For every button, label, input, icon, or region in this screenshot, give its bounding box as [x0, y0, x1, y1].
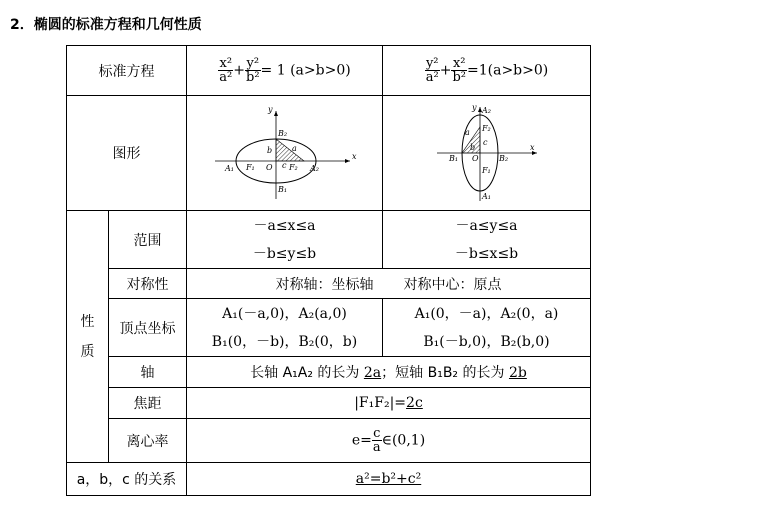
header-range: 范围: [109, 211, 187, 269]
row-range: [67, 211, 591, 269]
svg-text:B₁: B₁: [277, 185, 287, 194]
vertical-ellipse-diagram: [432, 103, 542, 203]
svg-text:O: O: [471, 154, 479, 163]
header-properties: 性 质: [67, 211, 109, 463]
svg-text:A₁: A₁: [224, 164, 234, 173]
row-axes: [67, 357, 591, 388]
svg-text:x: x: [351, 152, 357, 161]
header-graph: 图形: [67, 96, 187, 211]
svg-text:A₂: A₂: [309, 164, 319, 173]
svg-text:a: a: [291, 144, 297, 153]
symmetry-value: 对称轴：坐标轴 对称中心：原点: [187, 269, 591, 299]
svg-text:A₁: A₁: [481, 192, 491, 201]
svg-text:b: b: [469, 143, 475, 152]
svg-text:a: a: [464, 128, 470, 137]
svg-text:B₂: B₂: [277, 129, 287, 138]
header-standard-equation: 标准方程: [67, 46, 187, 96]
row-focal-distance: [67, 388, 591, 419]
row-eccentricity: [67, 419, 591, 463]
header-axes: 轴: [109, 357, 187, 388]
svg-text:y: y: [471, 103, 477, 112]
header-vertices: 顶点坐标: [109, 299, 187, 357]
hatched-triangle: [276, 139, 304, 161]
svg-text:B₁: B₁: [448, 154, 458, 163]
row-relation: [67, 463, 591, 496]
header-focal-distance: 焦距: [109, 388, 187, 419]
row-graph: [67, 96, 591, 211]
frac-x2-b2: $\frac{\text{x²}}{\text{b²}}$: [452, 56, 466, 85]
frac-c-a: $\frac{c}{a}$: [372, 426, 381, 455]
svg-text:x: x: [529, 143, 535, 152]
svg-text:y: y: [267, 105, 273, 114]
frac-x2-a2: $\frac{\text{x²}}{\text{a²}}$: [219, 56, 233, 85]
graph-horizontal-cell: [187, 96, 383, 211]
svg-text:O: O: [265, 163, 273, 172]
section-title: 2．椭圆的标准方程和几何性质: [10, 17, 202, 33]
eccentricity-value: e= $\frac{c}{a}$ ∈(0,1): [187, 419, 591, 463]
svg-text:c: c: [281, 161, 286, 170]
focal-distance-value: |F₁F₂|=2c: [187, 388, 591, 419]
axes-value: 长轴 A₁A₂ 的长为 2a；短轴 B₁B₂ 的长为 2b: [187, 357, 591, 388]
svg-text:B₂: B₂: [498, 154, 508, 163]
header-relation: a，b，c 的关系: [67, 463, 187, 496]
graph-vertical-cell: [383, 96, 591, 211]
svg-text:c: c: [482, 138, 487, 147]
horizontal-ellipse-diagram: [210, 105, 360, 201]
svg-text:F₁: F₁: [245, 163, 255, 172]
ellipse-properties-table: [66, 45, 591, 496]
svg-text:F₂: F₂: [288, 163, 298, 172]
row-symmetry: [67, 269, 591, 299]
equation-vertical: $\frac{\text{y²}}{\text{a²}}$ + $\frac{\text{x²}}{\text{b²}}$ =1(a>b>0): [383, 46, 591, 96]
svg-text:F₂: F₂: [481, 124, 491, 133]
svg-text:A₂: A₂: [481, 106, 491, 115]
relation-value: a²=b²+c²: [187, 463, 591, 496]
header-eccentricity: 离心率: [109, 419, 187, 463]
header-symmetry: 对称性: [109, 269, 187, 299]
vertices-horizontal: A₁(－a,0)，A₂(a,0) B₁(0，－b)，B₂(0，b): [187, 299, 383, 357]
svg-text:F₁: F₁: [481, 166, 491, 175]
range-vertical: －a≤y≤a －b≤x≤b: [383, 211, 591, 269]
row-standard-equation: [67, 46, 591, 96]
equation-horizontal: $\frac{\text{x²}}{\text{a²}}$ + $\frac{\text{y²}}{\text{b²}}$ = 1 (a>b>0): [187, 46, 383, 96]
range-horizontal: －a≤x≤a －b≤y≤b: [187, 211, 383, 269]
svg-text:b: b: [266, 146, 272, 155]
frac-y2-b2: $\frac{\text{y²}}{\text{b²}}$: [246, 56, 260, 85]
frac-y2-a2: $\frac{\text{y²}}{\text{a²}}$: [425, 56, 439, 85]
vertices-vertical: A₁(0，－a)，A₂(0，a) B₁(－b,0)，B₂(b,0): [383, 299, 591, 357]
row-vertices: [67, 299, 591, 357]
